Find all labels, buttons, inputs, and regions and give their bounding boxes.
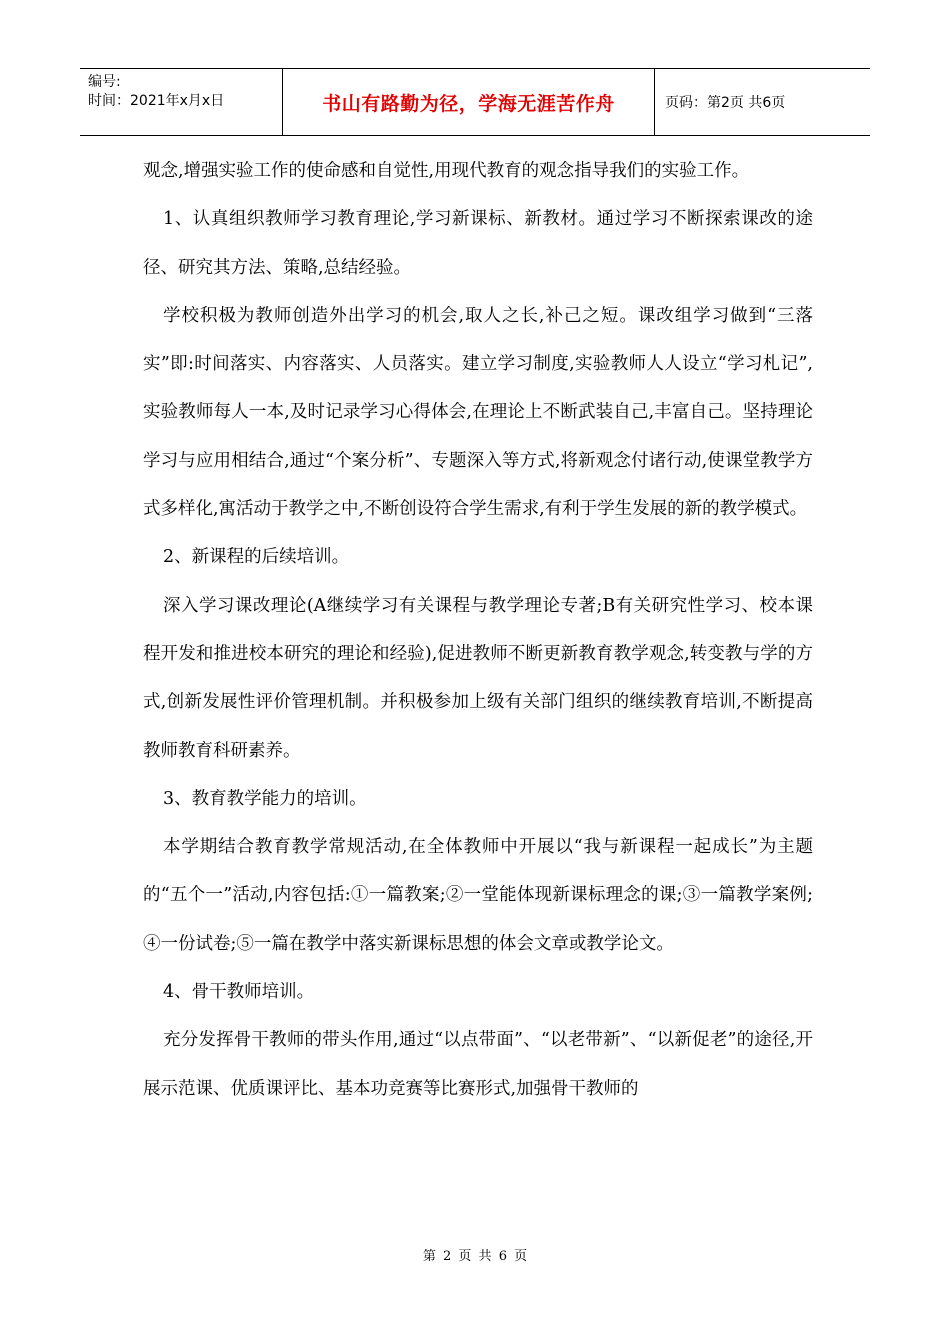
body-paragraph: 1、认真组织教师学习教育理论,学习新课标、新教材。通过学习不断探索课改的途径、研究其方法、策略,总结经验。 — [143, 209, 813, 278]
document-number-label: 编号: — [88, 74, 121, 90]
body-paragraph: 学校积极为教师创造外出学习的机会,取人之长,补己之短。课改组学习做到“三落实”即:时间落实、内容落实、人员落实。建立学习制度,实验教师人人设立“学习札记”,实验教师每人一本,及时记录学习心得体会,在理论上不断武装自己,丰富自己。坚持理论学习与应用相结合,通过“个案分析”、专题深入等方式,将新观念付诸行动,使课堂教学方式多样化,寓活动于教学之中,不断创设符合学生需求,有利于学生发展的新的教学模式。 — [143, 305, 813, 520]
body-paragraph: 本学期结合教育教学常规活动,在全体教师中开展以“我与新课程一起成长”为主题的“五个一”活动,内容包括:①一篇教案;②一堂能体现新课标理念的课;③一篇教学案例;④一份试卷;⑤一篇在教学中落实新课标思想的体会文章或教学论文。 — [143, 837, 813, 954]
document-time-label: 时间：2021年x月x日 — [88, 93, 225, 109]
section-heading: 2、新课程的后续培训。 — [163, 547, 350, 568]
header-page-number: 页码：第2页 共6页 — [665, 95, 786, 111]
section-heading: 3、教育教学能力的培训。 — [163, 788, 367, 809]
header-meta — [80, 69, 283, 135]
page-header — [80, 68, 870, 136]
page-footer: 第 2 页 共 6 页 — [422, 1249, 528, 1264]
header-motto: 书山有路勤为径，学海无涯苦作舟 — [283, 69, 655, 135]
body-paragraph: 深入学习课改理论(A继续学习有关课程与教学理论专著;B有关研究性学习、校本课程开发和推进校本研究的理论和经验),促进教师不断更新教育教学观念,转变教与学的方式,创新发展性评价管理机制。并积极参加上级有关部门组织的继续教育培训,不断提高教师教育科研素养。 — [143, 595, 813, 761]
document-body — [143, 147, 813, 1113]
body-paragraph: 观念,增强实验工作的使命感和自觉性,用现代教育的观念指导我们的实验工作。 — [143, 161, 750, 181]
body-paragraph: 充分发挥骨干教师的带头作用,通过“以点带面”、“以老带新”、“以新促老”的途径,开展示范课、优质课评比、基本功竞赛等比赛形式,加强骨干教师的 — [143, 1030, 813, 1099]
section-heading: 4、骨干教师培训。 — [163, 982, 315, 1003]
